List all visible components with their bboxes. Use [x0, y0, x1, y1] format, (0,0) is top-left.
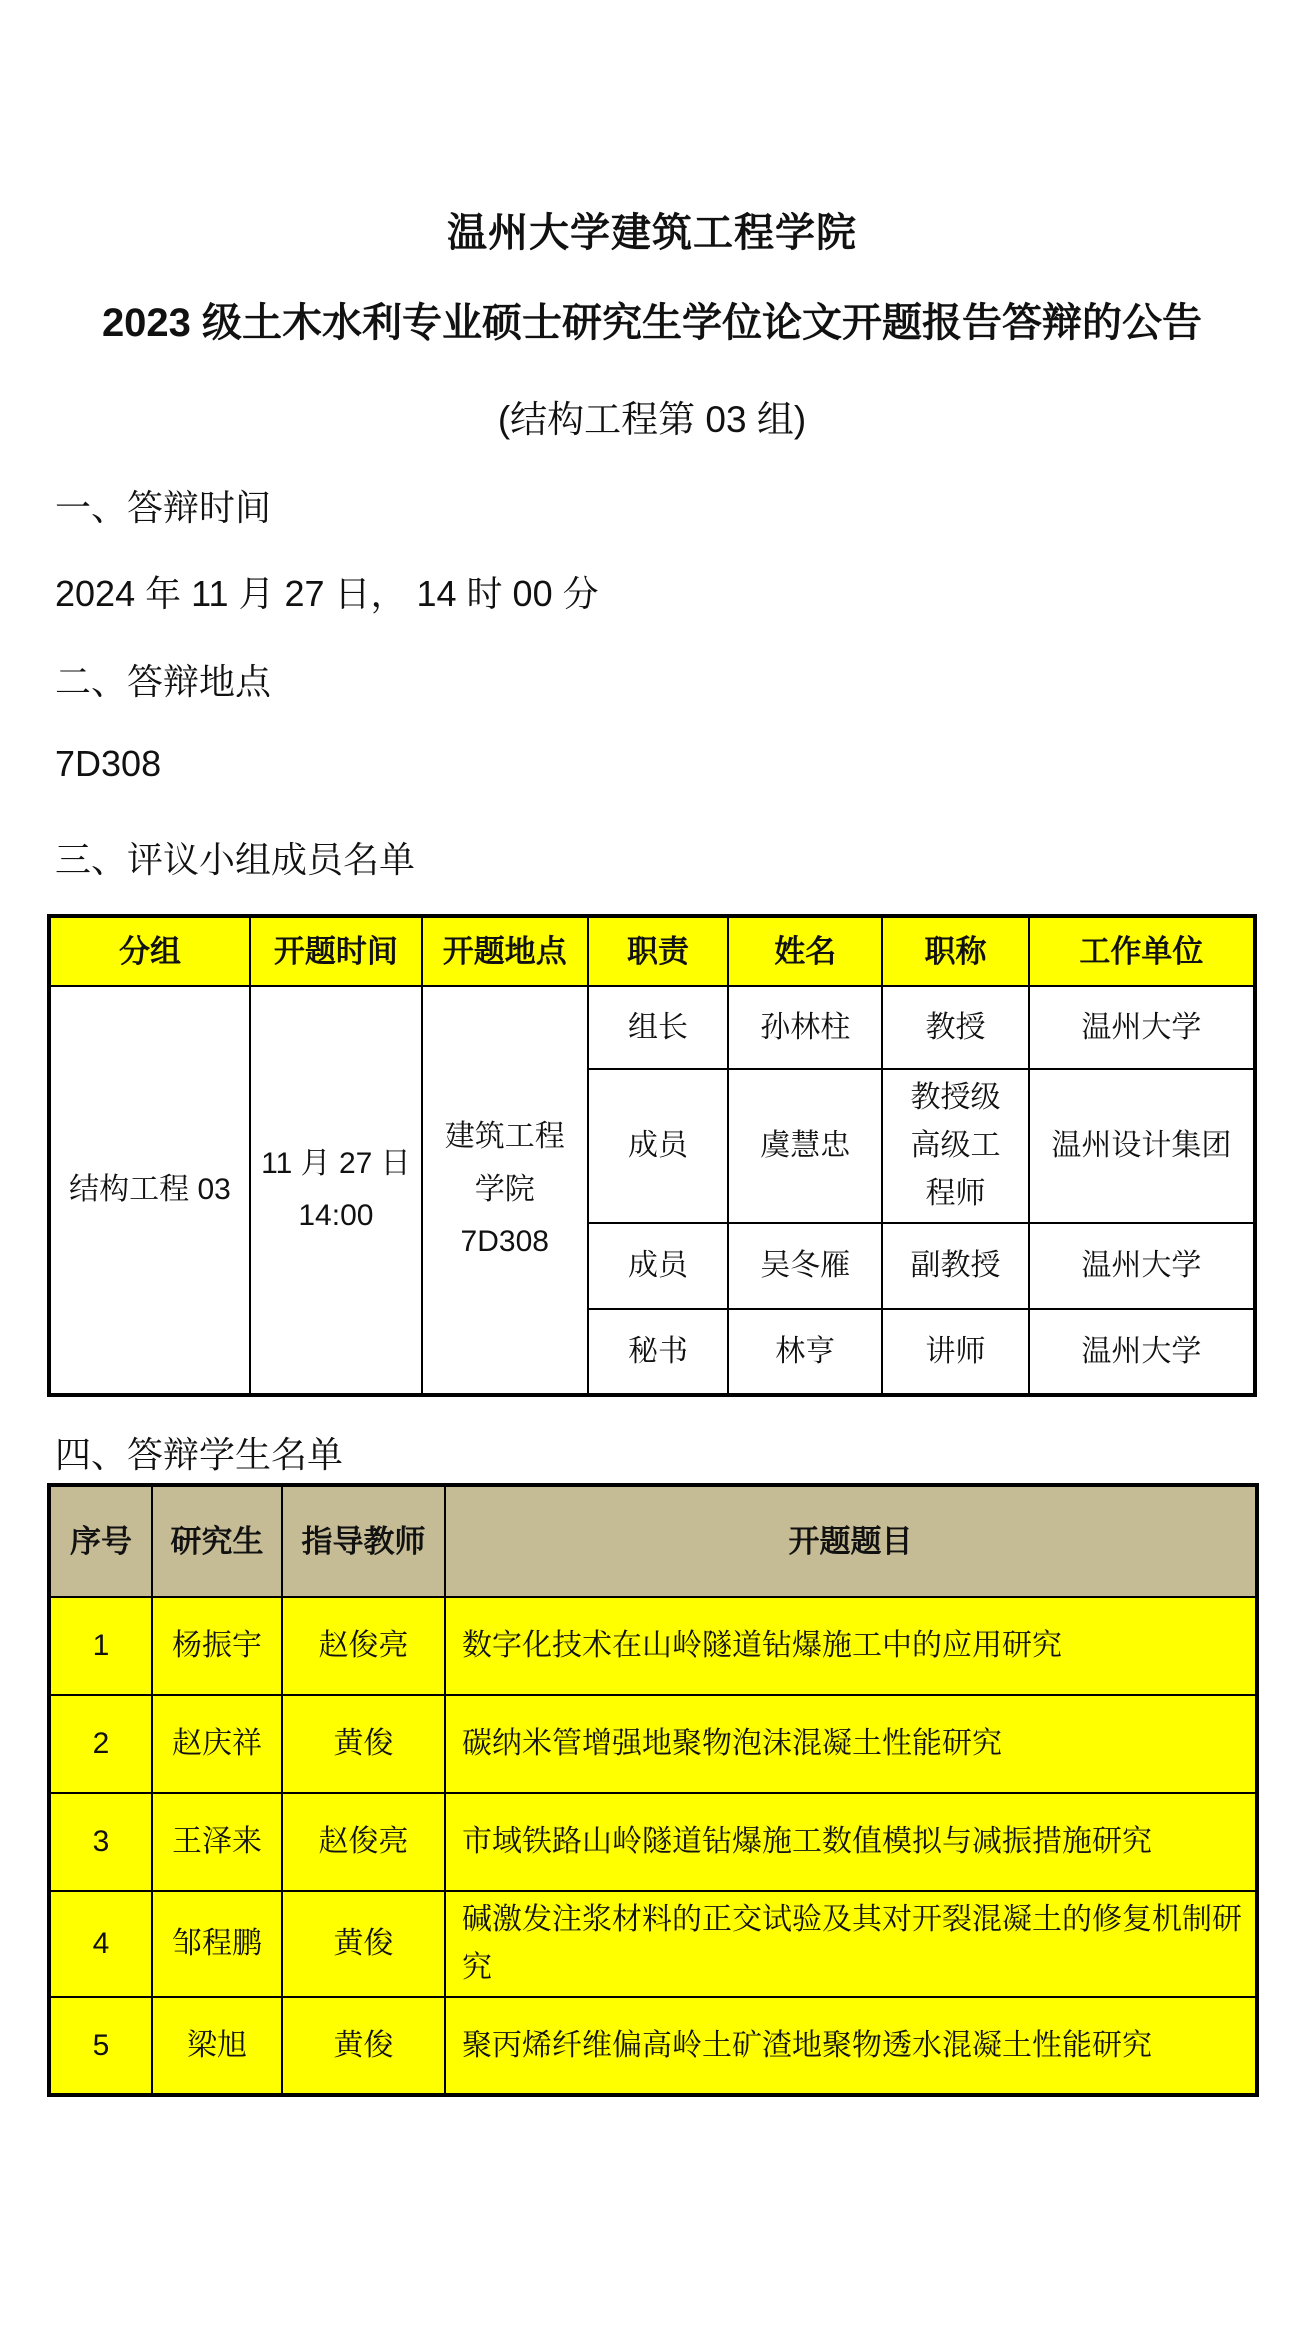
- committee-header-group: 分组: [49, 916, 250, 986]
- students-table: [47, 1483, 1259, 2097]
- member-name-cell: 虞慧忠: [728, 1069, 882, 1223]
- member-org-cell: 温州设计集团: [1029, 1069, 1255, 1223]
- committee-header-place: 开题地点: [422, 916, 588, 986]
- section-2-heading: 二、答辩地点: [55, 661, 272, 702]
- student-topic-cell: 数字化技术在山岭隧道钻爆施工中的应用研究: [445, 1597, 1257, 1695]
- committee-header-row: [49, 916, 1255, 986]
- student-no-cell: 2: [49, 1695, 152, 1793]
- defense-time-value: 2024 年 11 月 27 日， 14 时 00 分: [55, 573, 599, 614]
- time-date: 11 月 27 日: [261, 1146, 411, 1180]
- member-title-cell: 讲师: [882, 1309, 1029, 1395]
- member-org-cell: 温州大学: [1029, 1309, 1255, 1395]
- time-clock: 14:00: [298, 1199, 374, 1232]
- student-advisor-cell: 黄俊: [282, 1997, 445, 2095]
- student-row: [49, 1597, 1257, 1695]
- group-cell: 结构工程 03: [49, 986, 250, 1395]
- page-subtitle: 2023 级土木水利专业硕士研究生学位论文开题报告答辩的公告: [101, 301, 1203, 345]
- student-advisor-cell: 赵俊亮: [282, 1793, 445, 1891]
- student-topic-cell: 碱激发注浆材料的正交试验及其对开裂混凝土的修复机制研究: [445, 1891, 1257, 1997]
- member-title-cell: 教授: [882, 986, 1029, 1069]
- group-label: (结构工程第 03 组): [497, 399, 807, 440]
- student-advisor-cell: 黄俊: [282, 1695, 445, 1793]
- time-cell: [250, 986, 422, 1395]
- member-org-cell: 温州大学: [1029, 1223, 1255, 1309]
- students-header-no: 序号: [49, 1485, 152, 1597]
- students-header-row: [49, 1485, 1257, 1597]
- students-header-student: 研究生: [152, 1485, 282, 1597]
- student-row: [49, 1997, 1257, 2095]
- students-header-advisor: 指导教师: [282, 1485, 445, 1597]
- student-no-cell: 3: [49, 1793, 152, 1891]
- student-name-cell: 王泽来: [152, 1793, 282, 1891]
- student-no-cell: 5: [49, 1997, 152, 2095]
- member-role-cell: 成员: [588, 1223, 729, 1309]
- committee-header-org: 工作单位: [1029, 916, 1255, 986]
- committee-header-title: 职称: [882, 916, 1029, 986]
- committee-header-time: 开题时间: [250, 916, 422, 986]
- location-line-3: 7D308: [460, 1225, 549, 1259]
- member-org-cell: 温州大学: [1029, 986, 1255, 1069]
- member-role-cell: 组长: [588, 986, 729, 1069]
- location-cell: [422, 986, 588, 1395]
- member-name-cell: 吴冬雁: [728, 1223, 882, 1309]
- section-1-heading: 一、答辩时间: [55, 487, 272, 528]
- defense-location-value: 7D308: [55, 743, 162, 784]
- student-name-cell: 邹程鹏: [152, 1891, 282, 1997]
- students-header-topic: 开题题目: [445, 1485, 1257, 1597]
- student-row: [49, 1793, 1257, 1891]
- committee-table: [47, 914, 1257, 1397]
- student-topic-cell: 碳纳米管增强地聚物泡沫混凝土性能研究: [445, 1695, 1257, 1793]
- committee-row-1: [49, 986, 1255, 1069]
- section-3-heading: 三、评议小组成员名单: [55, 839, 416, 880]
- page-title: 温州大学建筑工程学院: [447, 211, 857, 255]
- student-row: [49, 1695, 1257, 1793]
- student-no-cell: 4: [49, 1891, 152, 1997]
- student-topic-cell: 聚丙烯纤维偏高岭土矿渣地聚物透水混凝土性能研究: [445, 1997, 1257, 2095]
- committee-header-name: 姓名: [728, 916, 882, 986]
- committee-header-role: 职责: [588, 916, 729, 986]
- member-name-cell: 林亨: [728, 1309, 882, 1395]
- member-name-cell: 孙林柱: [728, 986, 882, 1069]
- member-role-cell: 成员: [588, 1069, 729, 1223]
- student-name-cell: 梁旭: [152, 1997, 282, 2095]
- section-4-heading: 四、答辩学生名单: [55, 1434, 344, 1475]
- student-advisor-cell: 赵俊亮: [282, 1597, 445, 1695]
- member-title-cell: 教授级高级工程师: [882, 1069, 1029, 1223]
- student-row: [49, 1891, 1257, 1997]
- student-name-cell: 赵庆祥: [152, 1695, 282, 1793]
- member-role-cell: 秘书: [588, 1309, 729, 1395]
- student-no-cell: 1: [49, 1597, 152, 1695]
- student-advisor-cell: 黄俊: [282, 1891, 445, 1997]
- location-line-1: 建筑工程: [444, 1120, 565, 1154]
- student-topic-cell: 市域铁路山岭隧道钻爆施工数值模拟与减振措施研究: [445, 1793, 1257, 1891]
- student-name-cell: 杨振宇: [152, 1597, 282, 1695]
- location-line-2: 学院: [474, 1172, 535, 1206]
- member-title-cell: 副教授: [882, 1223, 1029, 1309]
